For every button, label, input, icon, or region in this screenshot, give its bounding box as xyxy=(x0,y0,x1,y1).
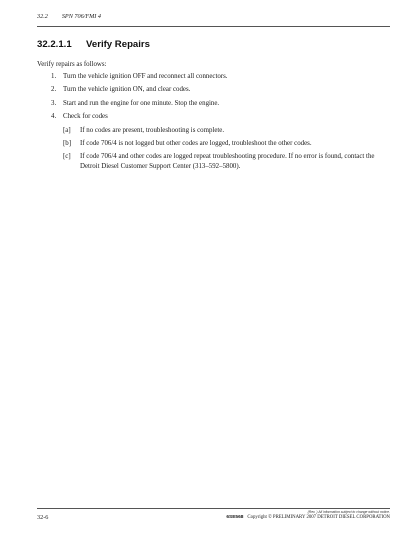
step-number: 1. xyxy=(51,73,57,80)
page-number: 32-6 xyxy=(37,514,49,521)
substep-text: If code 706/4 is not logged but other codes are logged, troubleshoot the other codes. xyxy=(80,140,312,147)
section-number: 32.2.1.1 xyxy=(37,39,72,50)
step-item xyxy=(51,113,108,120)
substep-text: If code 706/4 and other codes are logged repeat troubleshooting procedure. If no error is found, contact the Detroit Diesel Customer Support Center (313–592–5800). xyxy=(80,153,375,170)
copyright-text: Copyright © PRELIMINARY 2007 DETROIT DIESEL CORPORATION xyxy=(247,515,390,520)
footer-revision-note: (Rev. ) All information subject to change without notice. xyxy=(307,510,390,514)
step-item xyxy=(51,100,219,107)
step-text: Check for codes xyxy=(63,113,108,120)
substep-item xyxy=(63,152,380,172)
step-number: 3. xyxy=(51,100,57,107)
step-text: Turn the vehicle ignition OFF and reconnect all connectors. xyxy=(63,73,228,80)
step-item xyxy=(51,86,190,93)
substep-marker: [c] xyxy=(63,153,71,160)
section-title: Verify Repairs xyxy=(86,39,150,50)
substep-item xyxy=(63,139,380,149)
step-text: Start and run the engine for one minute. Stop the engine. xyxy=(63,100,220,107)
header-divider xyxy=(37,26,390,27)
substep-marker: [a] xyxy=(63,127,71,134)
running-header xyxy=(37,13,101,20)
step-text: Turn the vehicle ignition ON, and clear codes. xyxy=(63,86,191,93)
header-title: SPN 706/FMI 4 xyxy=(61,13,102,20)
footer-copyright-line xyxy=(226,515,390,520)
substep-text: If no codes are present, troubleshooting is complete. xyxy=(80,127,225,134)
step-item xyxy=(51,73,228,80)
step-number: 4. xyxy=(51,113,57,120)
substep-marker: [b] xyxy=(63,140,72,147)
step-number: 2. xyxy=(51,86,57,93)
intro-text: Verify repairs as follows: xyxy=(37,61,107,68)
document-code: 6SE568 xyxy=(226,515,244,520)
footer-divider xyxy=(37,508,390,509)
section-heading xyxy=(37,39,150,50)
header-section-number: 32.2 xyxy=(37,13,48,20)
substep-item xyxy=(63,126,380,136)
